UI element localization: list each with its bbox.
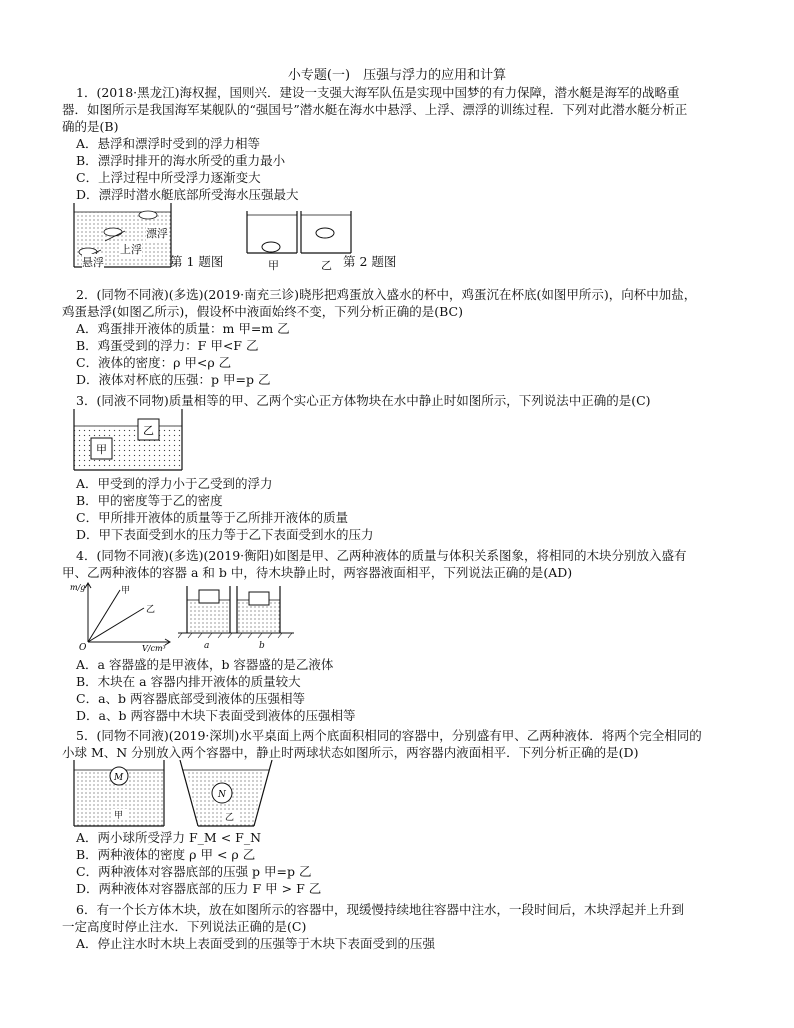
q4-option-d: D．a、b 两容器中木块下表面受到液体的压强相等 xyxy=(76,708,356,723)
q3-label-yi: 乙 xyxy=(143,424,154,437)
q4-ylabel: m/g xyxy=(70,583,86,592)
q1-option-d: D．漂浮时潜水艇底部所受海水压强最大 xyxy=(76,187,299,202)
q2-cup-jia xyxy=(246,211,298,255)
q2-option-b: B．鸡蛋受到的浮力：F 甲<F 乙 xyxy=(76,338,259,353)
q4-line-2: 甲、乙两种液体的容器 a 和 b 中，待木块静止时，两容器液面相平，下列说法正确的是(AD) xyxy=(62,565,573,580)
q2-label-yi: 乙 xyxy=(321,259,332,272)
q2-option-d: D．液体对杯底的压强：p 甲=p 乙 xyxy=(76,372,271,387)
q1-label-floating: 漂浮 xyxy=(146,227,168,240)
q4-series-jia: 甲 xyxy=(121,586,131,596)
q5-label-yi: 乙 xyxy=(225,813,235,823)
q2-option-c: C．液体的密度：ρ 甲<ρ 乙 xyxy=(76,355,232,370)
q5-option-d: D．两种液体对容器底部的压力 F 甲 > F 乙 xyxy=(76,881,322,896)
q3-label-jia: 甲 xyxy=(96,443,107,456)
q5-option-a: A．两小球所受浮力 F_M < F_N xyxy=(76,830,262,845)
q1-line-2: 器．如图所示是我国海军某舰队的“强国号”潜水艇在海水中悬浮、上浮、漂浮的训练过程．下列对此潜水艇分析正 xyxy=(62,102,688,117)
q1-caption: 第 1 题图 xyxy=(170,254,224,269)
q3-option-b: B．甲的密度等于乙的密度 xyxy=(76,493,223,508)
q2-option-a: A．鸡蛋排开液体的质量：m 甲=m 乙 xyxy=(76,321,290,336)
q4-label-b: b xyxy=(259,641,265,651)
q4-containers xyxy=(178,586,294,640)
q1-option-a: A．悬浮和漂浮时受到的浮力相等 xyxy=(76,136,261,151)
q1-option-c: C．上浮过程中所受浮力逐渐变大 xyxy=(76,170,261,185)
q1-label-rising: 上浮 xyxy=(120,243,142,256)
q3-figure xyxy=(73,409,183,471)
q4-origin: O xyxy=(79,643,87,652)
q6-line-1: 6．有一个长方体木块，放在如图所示的容器中，现缓慢持续地往容器中注水，一段时间后，木块浮起并上升到 xyxy=(76,902,684,917)
q5-line-1: 5．(同物不同液)(2019·深圳)水平桌面上两个底面积相同的容器中，分别盛有甲、乙两种液体．将两个完全相同的 xyxy=(76,728,702,743)
q4-line-1: 4．(同物不同液)(多选)(2019·衡阳)如图是甲、乙两种液体的质量与体积关系图象，将相同的木块分别放入盛有 xyxy=(76,548,687,563)
q6-line-2: 一定高度时停止注水．下列说法正确的是(C) xyxy=(62,919,307,934)
q3-option-d: D．甲下表面受到水的压力等于乙下表面受到水的压力 xyxy=(76,527,374,542)
q5-label-n: N xyxy=(218,790,226,800)
q6-option-a: A．停止注水时木块上表面受到的压强等于木块下表面受到的压强 xyxy=(76,936,436,951)
q5-container-yi xyxy=(176,760,276,828)
q1-label-suspended: 悬浮 xyxy=(82,256,104,269)
q5-option-b: B．两种液体的密度 ρ 甲 < ρ 乙 xyxy=(76,847,256,862)
q5-option-c: C．两种液体对容器底部的压强 p 甲=p 乙 xyxy=(76,864,312,879)
q2-line-1: 2．(同物不同液)(多选)(2019·南充三诊)晓彤把鸡蛋放入盛水的杯中，鸡蛋沉在杯底(如图甲所示)，向杯中加盐， xyxy=(76,287,697,302)
q5-container-jia xyxy=(73,760,165,828)
q5-label-jia: 甲 xyxy=(114,811,124,821)
q4-label-a: a xyxy=(204,641,210,651)
q4-option-a: A．a 容器盛的是甲液体，b 容器盛的是乙液体 xyxy=(76,657,334,672)
q2-cup-yi xyxy=(300,211,352,255)
q4-xlabel: V/cm³ xyxy=(142,644,166,652)
q1-option-b: B．漂浮时排开的海水所受的重力最小 xyxy=(76,153,286,168)
page-title: 小专题(一) 压强与浮力的应用和计算 xyxy=(287,68,507,83)
q3-option-a: A．甲受到的浮力小于乙受到的浮力 xyxy=(76,476,273,491)
q2-caption: 第 2 题图 xyxy=(343,254,397,269)
q2-line-2: 鸡蛋悬浮(如图乙所示)，假设杯中液面始终不变，下列分析正确的是(BC) xyxy=(62,304,463,319)
q5-line-2: 小球 M、N 分别放入两个容器中，静止时两球状态如图所示，两容器内液面相平．下列分析正确的是(D) xyxy=(62,745,639,760)
q1-line-3: 确的是(B) xyxy=(62,119,119,134)
q4-option-b: B．木块在 a 容器内排开液体的质量较大 xyxy=(76,674,301,689)
q1-line-1: 1．(2018·黑龙江)海权握，国则兴．建设一支强大海军队伍是实现中国梦的有力保障，潜水艇是海军的战略重 xyxy=(76,85,680,100)
q2-label-jia: 甲 xyxy=(268,259,279,272)
q4-option-c: C．a、b 两容器底部受到液体的压强相等 xyxy=(76,691,305,706)
q3-option-c: C．甲所排开液体的质量等于乙所排开液体的质量 xyxy=(76,510,349,525)
q4-graph xyxy=(66,580,176,652)
q3-line-1: 3．(同液不同物)质量相等的甲、乙两个实心正方体物块在水中静止时如图所示，下列说法中正确的是(C) xyxy=(76,393,651,408)
q4-series-yi: 乙 xyxy=(146,605,156,615)
q5-label-m: M xyxy=(114,773,124,783)
